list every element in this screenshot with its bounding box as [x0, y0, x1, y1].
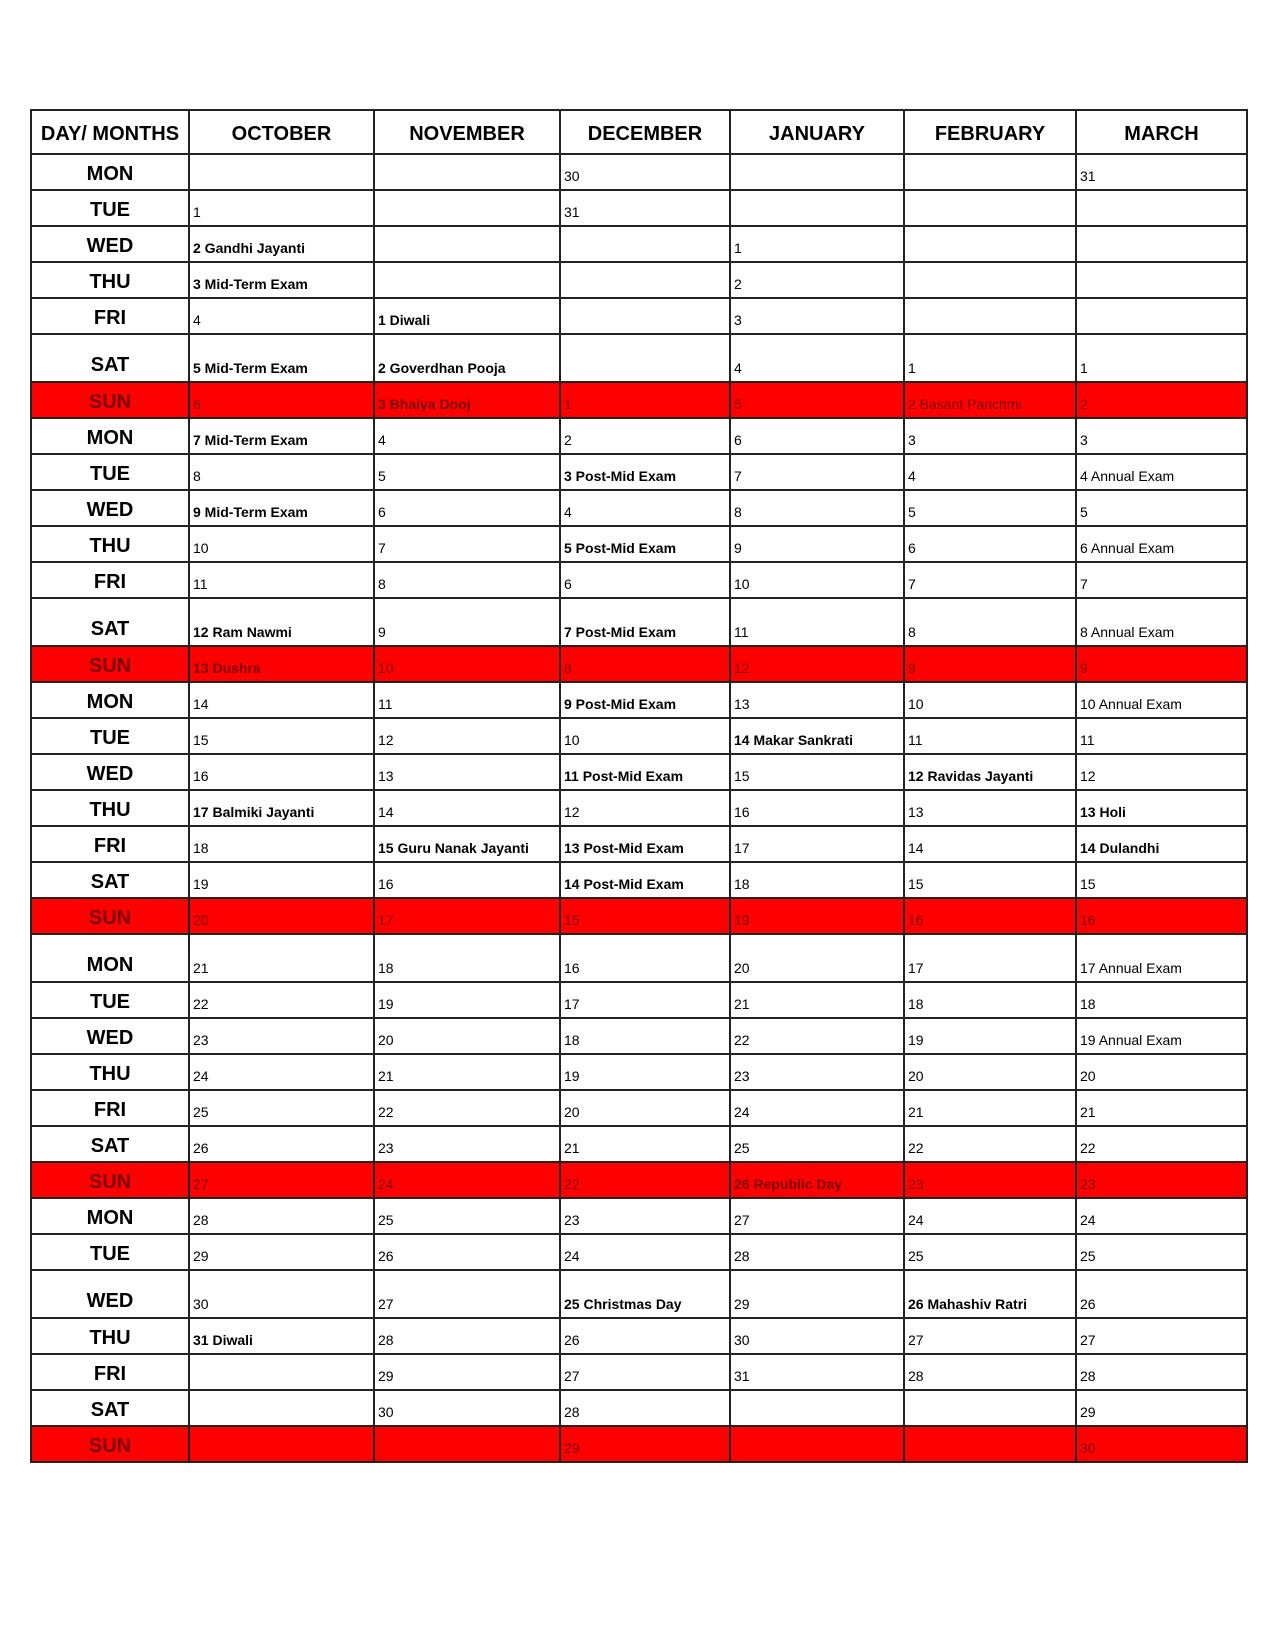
date-cell-january: 23	[730, 1054, 904, 1090]
date-cell-december: 19	[560, 1054, 730, 1090]
date-cell-january: 8	[730, 490, 904, 526]
month-header-october: OCTOBER	[189, 110, 374, 154]
date-cell-october: 21	[189, 934, 374, 982]
date-cell-february: 1	[904, 334, 1076, 382]
date-cell-october: 24	[189, 1054, 374, 1090]
date-cell-march: 31	[1076, 154, 1247, 190]
date-cell-october: 13 Dushra	[189, 646, 374, 682]
date-cell-march: 11	[1076, 718, 1247, 754]
date-cell-december	[560, 298, 730, 334]
date-cell-january: 7	[730, 454, 904, 490]
date-cell-february: 20	[904, 1054, 1076, 1090]
day-label: SUN	[31, 382, 189, 418]
date-cell-february: 11	[904, 718, 1076, 754]
day-label: MON	[31, 418, 189, 454]
date-cell-november: 23	[374, 1126, 560, 1162]
date-cell-october: 30	[189, 1270, 374, 1318]
date-cell-february: 16	[904, 898, 1076, 934]
date-cell-february: 22	[904, 1126, 1076, 1162]
date-cell-february	[904, 190, 1076, 226]
day-label: WED	[31, 226, 189, 262]
date-cell-november: 5	[374, 454, 560, 490]
week-row	[31, 862, 1247, 898]
date-cell-december	[560, 262, 730, 298]
date-cell-october: 12 Ram Nawmi	[189, 598, 374, 646]
date-cell-november	[374, 226, 560, 262]
date-cell-december: 21	[560, 1126, 730, 1162]
date-cell-october: 6	[189, 382, 374, 418]
date-cell-january: 28	[730, 1234, 904, 1270]
week-row	[31, 1234, 1247, 1270]
date-cell-january: 26 Republic Day	[730, 1162, 904, 1198]
date-cell-january	[730, 154, 904, 190]
week-row	[31, 334, 1247, 382]
date-cell-october: 26	[189, 1126, 374, 1162]
date-cell-december: 24	[560, 1234, 730, 1270]
date-cell-october	[189, 154, 374, 190]
date-cell-march: 6 Annual Exam	[1076, 526, 1247, 562]
date-cell-january	[730, 190, 904, 226]
date-cell-october: 8	[189, 454, 374, 490]
date-cell-december	[560, 334, 730, 382]
date-cell-january: 14 Makar Sankrati	[730, 718, 904, 754]
date-cell-february	[904, 298, 1076, 334]
date-cell-february: 4	[904, 454, 1076, 490]
date-cell-october: 25	[189, 1090, 374, 1126]
day-label: WED	[31, 1270, 189, 1318]
date-cell-january	[730, 1426, 904, 1462]
date-cell-march: 12	[1076, 754, 1247, 790]
date-cell-march: 2	[1076, 382, 1247, 418]
date-cell-january: 19	[730, 898, 904, 934]
day-label: SAT	[31, 598, 189, 646]
date-cell-march: 13 Holi	[1076, 790, 1247, 826]
week-row	[31, 154, 1247, 190]
date-cell-december: 8	[560, 646, 730, 682]
week-row	[31, 1354, 1247, 1390]
date-cell-december: 4	[560, 490, 730, 526]
date-cell-january: 12	[730, 646, 904, 682]
date-cell-november	[374, 262, 560, 298]
day-label: TUE	[31, 454, 189, 490]
date-cell-december: 1	[560, 382, 730, 418]
date-cell-february: 21	[904, 1090, 1076, 1126]
date-cell-november: 16	[374, 862, 560, 898]
week-row	[31, 226, 1247, 262]
date-cell-october: 23	[189, 1018, 374, 1054]
date-cell-february: 27	[904, 1318, 1076, 1354]
date-cell-march: 23	[1076, 1162, 1247, 1198]
date-cell-november: 15 Guru Nanak Jayanti	[374, 826, 560, 862]
day-label: MON	[31, 682, 189, 718]
date-cell-october: 16	[189, 754, 374, 790]
date-cell-october: 27	[189, 1162, 374, 1198]
day-label: FRI	[31, 562, 189, 598]
date-cell-march: 17 Annual Exam	[1076, 934, 1247, 982]
date-cell-november: 29	[374, 1354, 560, 1390]
date-cell-october: 31 Diwali	[189, 1318, 374, 1354]
day-label: WED	[31, 1018, 189, 1054]
date-cell-january: 29	[730, 1270, 904, 1318]
date-cell-february	[904, 226, 1076, 262]
week-row	[31, 1198, 1247, 1234]
date-cell-march: 8 Annual Exam	[1076, 598, 1247, 646]
day-label: SAT	[31, 862, 189, 898]
week-row	[31, 1018, 1247, 1054]
week-row	[31, 682, 1247, 718]
date-cell-october: 3 Mid-Term Exam	[189, 262, 374, 298]
date-cell-march: 14 Dulandhi	[1076, 826, 1247, 862]
day-label: SUN	[31, 898, 189, 934]
date-cell-march: 22	[1076, 1126, 1247, 1162]
date-cell-february: 18	[904, 982, 1076, 1018]
date-cell-december: 28	[560, 1390, 730, 1426]
date-cell-november: 17	[374, 898, 560, 934]
date-cell-december: 5 Post-Mid Exam	[560, 526, 730, 562]
date-cell-december: 11 Post-Mid Exam	[560, 754, 730, 790]
date-cell-march: 18	[1076, 982, 1247, 1018]
date-cell-january: 30	[730, 1318, 904, 1354]
date-cell-november	[374, 190, 560, 226]
date-cell-january: 6	[730, 418, 904, 454]
date-cell-november: 24	[374, 1162, 560, 1198]
date-cell-october: 22	[189, 982, 374, 1018]
date-cell-march: 21	[1076, 1090, 1247, 1126]
date-cell-january: 4	[730, 334, 904, 382]
date-cell-november: 11	[374, 682, 560, 718]
date-cell-march: 30	[1076, 1426, 1247, 1462]
day-label: SUN	[31, 1162, 189, 1198]
date-cell-december: 17	[560, 982, 730, 1018]
day-label: FRI	[31, 298, 189, 334]
date-cell-october	[189, 1390, 374, 1426]
week-row	[31, 754, 1247, 790]
date-cell-october: 29	[189, 1234, 374, 1270]
date-cell-october: 2 Gandhi Jayanti	[189, 226, 374, 262]
date-cell-december: 6	[560, 562, 730, 598]
week-row	[31, 526, 1247, 562]
date-cell-january: 2	[730, 262, 904, 298]
date-cell-november: 21	[374, 1054, 560, 1090]
date-cell-february: 8	[904, 598, 1076, 646]
week-row	[31, 1090, 1247, 1126]
day-label: SAT	[31, 334, 189, 382]
date-cell-february: 10	[904, 682, 1076, 718]
sunday-row	[31, 646, 1247, 682]
week-row	[31, 190, 1247, 226]
date-cell-january: 15	[730, 754, 904, 790]
day-label: THU	[31, 1054, 189, 1090]
date-cell-march: 5	[1076, 490, 1247, 526]
day-label: FRI	[31, 1354, 189, 1390]
date-cell-november: 12	[374, 718, 560, 754]
day-label: TUE	[31, 1234, 189, 1270]
date-cell-november: 28	[374, 1318, 560, 1354]
date-cell-march	[1076, 190, 1247, 226]
date-cell-february: 2 Basant Panchmi	[904, 382, 1076, 418]
date-cell-october: 1	[189, 190, 374, 226]
date-cell-october	[189, 1354, 374, 1390]
date-cell-december: 23	[560, 1198, 730, 1234]
date-cell-march: 29	[1076, 1390, 1247, 1426]
day-label: THU	[31, 262, 189, 298]
date-cell-october: 11	[189, 562, 374, 598]
date-cell-november: 13	[374, 754, 560, 790]
date-cell-january: 5	[730, 382, 904, 418]
date-cell-december: 26	[560, 1318, 730, 1354]
date-cell-november: 19	[374, 982, 560, 1018]
date-cell-december: 31	[560, 190, 730, 226]
day-label: SAT	[31, 1126, 189, 1162]
date-cell-november: 7	[374, 526, 560, 562]
day-label: THU	[31, 1318, 189, 1354]
week-row	[31, 982, 1247, 1018]
week-row	[31, 418, 1247, 454]
date-cell-november: 2 Goverdhan Pooja	[374, 334, 560, 382]
sunday-row	[31, 898, 1247, 934]
date-cell-january: 22	[730, 1018, 904, 1054]
date-cell-january: 17	[730, 826, 904, 862]
date-cell-november: 27	[374, 1270, 560, 1318]
date-cell-december: 10	[560, 718, 730, 754]
day-label: THU	[31, 790, 189, 826]
date-cell-november: 30	[374, 1390, 560, 1426]
date-cell-march: 3	[1076, 418, 1247, 454]
date-cell-november: 25	[374, 1198, 560, 1234]
date-cell-october: 9 Mid-Term Exam	[189, 490, 374, 526]
month-header-december: DECEMBER	[560, 110, 730, 154]
day-label: MON	[31, 1198, 189, 1234]
sunday-row	[31, 382, 1247, 418]
date-cell-january: 9	[730, 526, 904, 562]
day-label: WED	[31, 490, 189, 526]
date-cell-december: 12	[560, 790, 730, 826]
date-cell-december: 27	[560, 1354, 730, 1390]
date-cell-january: 1	[730, 226, 904, 262]
date-cell-january: 31	[730, 1354, 904, 1390]
week-row	[31, 454, 1247, 490]
date-cell-december: 15	[560, 898, 730, 934]
date-cell-october: 28	[189, 1198, 374, 1234]
month-header-february: FEBRUARY	[904, 110, 1076, 154]
date-cell-october	[189, 1426, 374, 1462]
date-cell-march: 4 Annual Exam	[1076, 454, 1247, 490]
date-cell-january: 10	[730, 562, 904, 598]
date-cell-november: 4	[374, 418, 560, 454]
day-label: SUN	[31, 1426, 189, 1462]
date-cell-march: 20	[1076, 1054, 1247, 1090]
date-cell-december: 14 Post-Mid Exam	[560, 862, 730, 898]
date-cell-january: 25	[730, 1126, 904, 1162]
date-cell-october: 4	[189, 298, 374, 334]
date-cell-october: 19	[189, 862, 374, 898]
date-cell-march: 24	[1076, 1198, 1247, 1234]
date-cell-march: 26	[1076, 1270, 1247, 1318]
date-cell-december: 7 Post-Mid Exam	[560, 598, 730, 646]
date-cell-october: 18	[189, 826, 374, 862]
date-cell-october: 10	[189, 526, 374, 562]
day-label: SUN	[31, 646, 189, 682]
date-cell-november: 14	[374, 790, 560, 826]
date-cell-december: 3 Post-Mid Exam	[560, 454, 730, 490]
date-cell-november: 3 Bhaiya Dooj	[374, 382, 560, 418]
date-cell-february	[904, 1390, 1076, 1426]
date-cell-december: 20	[560, 1090, 730, 1126]
date-cell-february: 24	[904, 1198, 1076, 1234]
day-label: THU	[31, 526, 189, 562]
date-cell-october: 17 Balmiki Jayanti	[189, 790, 374, 826]
day-label: WED	[31, 754, 189, 790]
week-row	[31, 718, 1247, 754]
date-cell-january: 3	[730, 298, 904, 334]
date-cell-february: 5	[904, 490, 1076, 526]
date-cell-october: 5 Mid-Term Exam	[189, 334, 374, 382]
month-header-november: NOVEMBER	[374, 110, 560, 154]
week-row	[31, 1390, 1247, 1426]
date-cell-january: 21	[730, 982, 904, 1018]
date-cell-march	[1076, 226, 1247, 262]
date-cell-november	[374, 1426, 560, 1462]
date-cell-february	[904, 1426, 1076, 1462]
week-row	[31, 490, 1247, 526]
date-cell-march: 10 Annual Exam	[1076, 682, 1247, 718]
date-cell-february: 13	[904, 790, 1076, 826]
date-cell-february: 9	[904, 646, 1076, 682]
date-cell-october: 20	[189, 898, 374, 934]
date-cell-march: 7	[1076, 562, 1247, 598]
corner-header: DAY/ MONTHS	[31, 110, 189, 154]
date-cell-december: 2	[560, 418, 730, 454]
date-cell-march: 25	[1076, 1234, 1247, 1270]
date-cell-december: 18	[560, 1018, 730, 1054]
week-row	[31, 598, 1247, 646]
week-row	[31, 1318, 1247, 1354]
week-row	[31, 262, 1247, 298]
date-cell-january: 24	[730, 1090, 904, 1126]
week-row	[31, 790, 1247, 826]
day-label: TUE	[31, 190, 189, 226]
calendar-body	[31, 154, 1247, 1462]
date-cell-february: 12 Ravidas Jayanti	[904, 754, 1076, 790]
month-header-january: JANUARY	[730, 110, 904, 154]
week-row	[31, 1054, 1247, 1090]
date-cell-november: 18	[374, 934, 560, 982]
day-label: MON	[31, 934, 189, 982]
date-cell-december: 22	[560, 1162, 730, 1198]
week-row	[31, 934, 1247, 982]
header-row	[31, 110, 1247, 154]
date-cell-february: 26 Mahashiv Ratri	[904, 1270, 1076, 1318]
date-cell-march: 15	[1076, 862, 1247, 898]
date-cell-march: 9	[1076, 646, 1247, 682]
date-cell-december: 25 Christmas Day	[560, 1270, 730, 1318]
date-cell-december: 29	[560, 1426, 730, 1462]
date-cell-december: 13 Post-Mid Exam	[560, 826, 730, 862]
date-cell-january: 27	[730, 1198, 904, 1234]
date-cell-march: 1	[1076, 334, 1247, 382]
date-cell-january: 13	[730, 682, 904, 718]
week-row	[31, 826, 1247, 862]
sunday-row	[31, 1426, 1247, 1462]
calendar-table	[30, 109, 1248, 1463]
date-cell-january: 20	[730, 934, 904, 982]
date-cell-march: 19 Annual Exam	[1076, 1018, 1247, 1054]
date-cell-february	[904, 154, 1076, 190]
date-cell-november: 8	[374, 562, 560, 598]
date-cell-october: 14	[189, 682, 374, 718]
date-cell-december: 16	[560, 934, 730, 982]
week-row	[31, 298, 1247, 334]
date-cell-january: 16	[730, 790, 904, 826]
day-label: SAT	[31, 1390, 189, 1426]
date-cell-november: 26	[374, 1234, 560, 1270]
day-label: TUE	[31, 982, 189, 1018]
date-cell-march: 28	[1076, 1354, 1247, 1390]
date-cell-march	[1076, 262, 1247, 298]
date-cell-january	[730, 1390, 904, 1426]
date-cell-february: 7	[904, 562, 1076, 598]
date-cell-february: 17	[904, 934, 1076, 982]
date-cell-march: 16	[1076, 898, 1247, 934]
date-cell-november	[374, 154, 560, 190]
week-row	[31, 1270, 1247, 1318]
date-cell-december	[560, 226, 730, 262]
date-cell-march: 27	[1076, 1318, 1247, 1354]
date-cell-february: 3	[904, 418, 1076, 454]
date-cell-february: 25	[904, 1234, 1076, 1270]
date-cell-february: 15	[904, 862, 1076, 898]
day-label: FRI	[31, 1090, 189, 1126]
date-cell-february: 19	[904, 1018, 1076, 1054]
date-cell-november: 6	[374, 490, 560, 526]
date-cell-february	[904, 262, 1076, 298]
day-label: MON	[31, 154, 189, 190]
date-cell-january: 11	[730, 598, 904, 646]
date-cell-march	[1076, 298, 1247, 334]
day-label: FRI	[31, 826, 189, 862]
date-cell-january: 18	[730, 862, 904, 898]
date-cell-november: 22	[374, 1090, 560, 1126]
date-cell-december: 30	[560, 154, 730, 190]
date-cell-november: 20	[374, 1018, 560, 1054]
day-label: TUE	[31, 718, 189, 754]
date-cell-october: 7 Mid-Term Exam	[189, 418, 374, 454]
date-cell-november: 9	[374, 598, 560, 646]
week-row	[31, 562, 1247, 598]
date-cell-november: 1 Diwali	[374, 298, 560, 334]
date-cell-february: 23	[904, 1162, 1076, 1198]
date-cell-february: 14	[904, 826, 1076, 862]
date-cell-december: 9 Post-Mid Exam	[560, 682, 730, 718]
date-cell-february: 28	[904, 1354, 1076, 1390]
month-header-march: MARCH	[1076, 110, 1247, 154]
week-row	[31, 1126, 1247, 1162]
date-cell-october: 15	[189, 718, 374, 754]
date-cell-november: 10	[374, 646, 560, 682]
sunday-row	[31, 1162, 1247, 1198]
date-cell-february: 6	[904, 526, 1076, 562]
